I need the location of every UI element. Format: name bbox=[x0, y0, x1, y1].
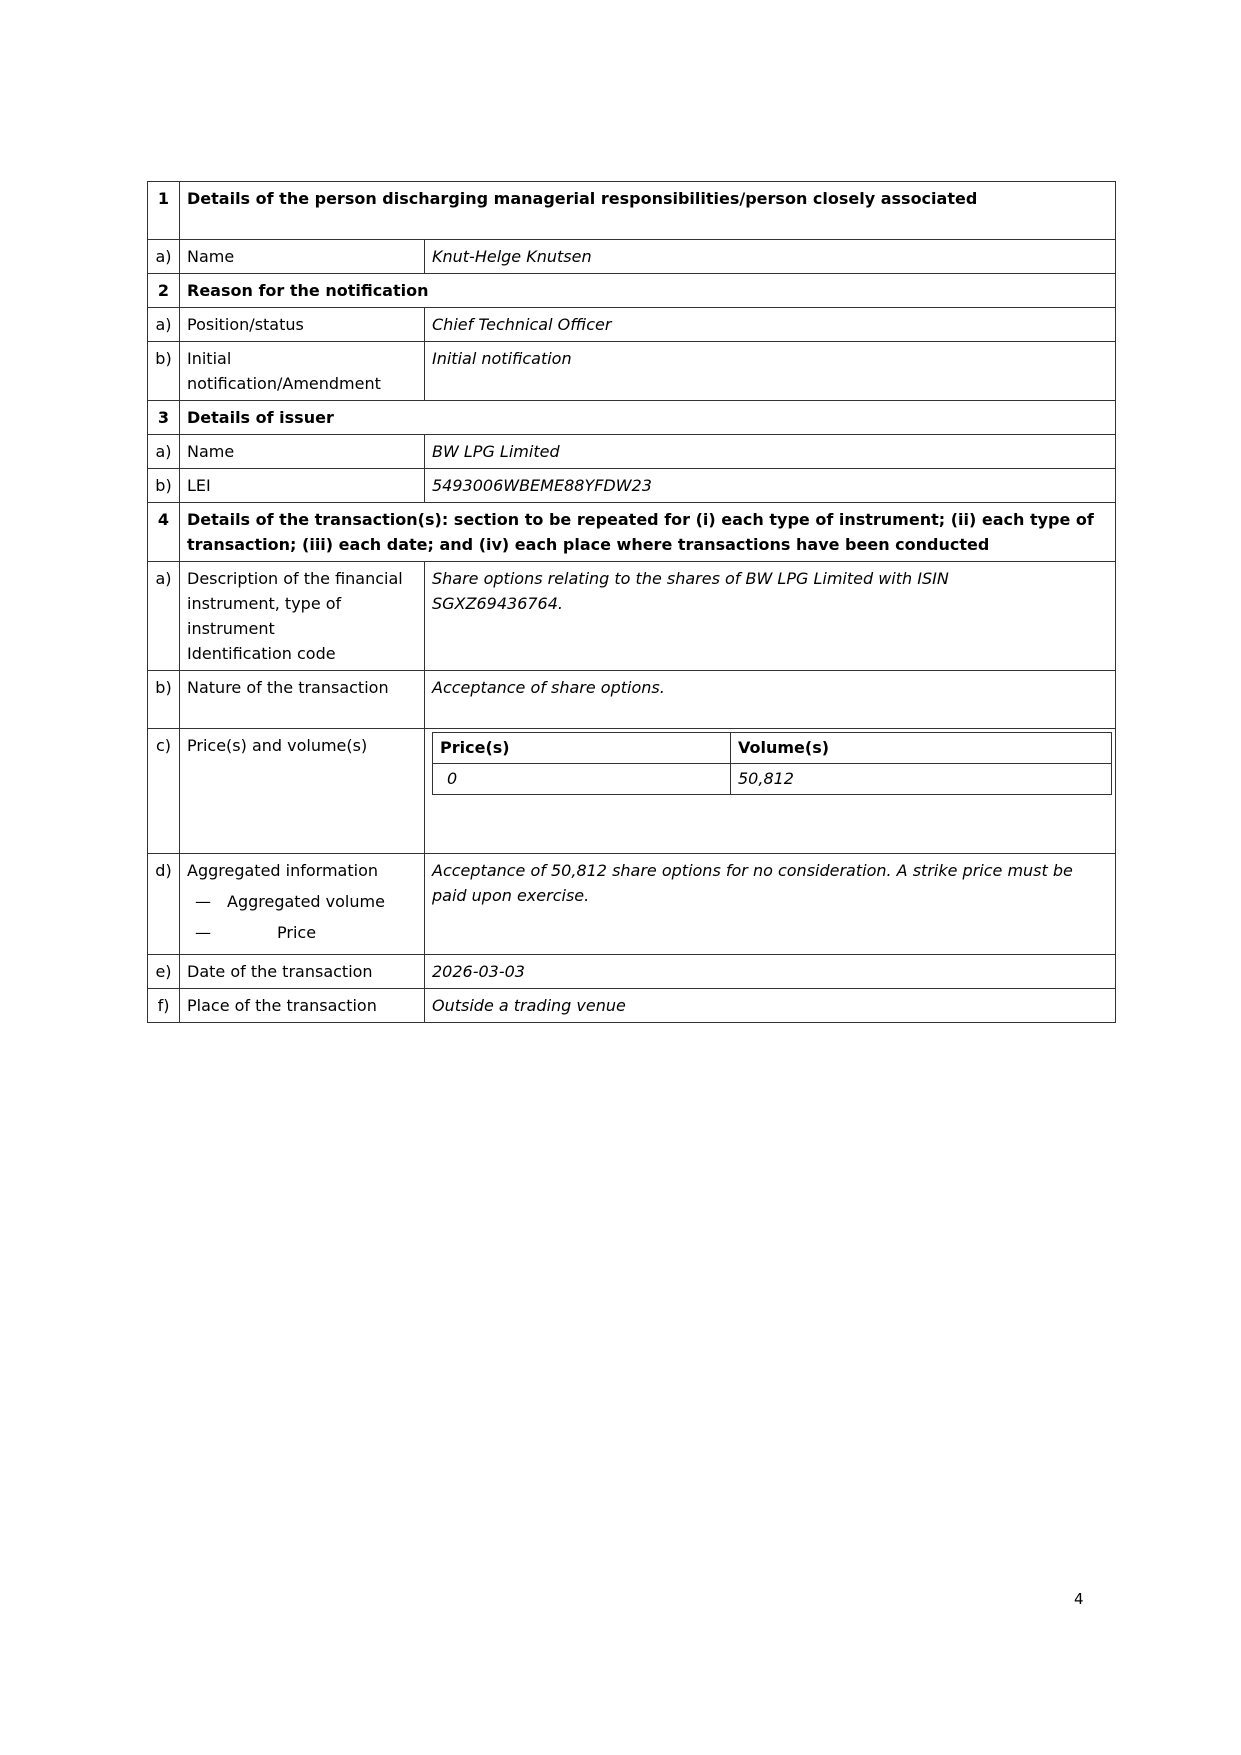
table-row bbox=[148, 469, 1116, 503]
row-label: Date of the transaction bbox=[180, 955, 425, 989]
table-row bbox=[148, 854, 1116, 955]
row-letter: c) bbox=[148, 729, 180, 854]
price-volume-cell bbox=[425, 729, 1116, 854]
row-value: Outside a trading venue bbox=[425, 989, 1116, 1023]
price-header: Price(s) bbox=[433, 733, 731, 764]
row-value: BW LPG Limited bbox=[425, 435, 1116, 469]
dash: — bbox=[195, 923, 211, 942]
row-letter: a) bbox=[148, 308, 180, 342]
row-label-line: Initial bbox=[187, 349, 232, 368]
row-label-line: instrument, type of bbox=[187, 594, 342, 613]
row-value bbox=[425, 562, 1116, 671]
row-label-line: Identification code bbox=[187, 644, 336, 663]
transaction-date: 2026-03-03 bbox=[425, 955, 1116, 989]
row-value-line: Share options relating to the shares of BW LPG Limited with ISIN bbox=[432, 569, 949, 588]
aggregated-price-item bbox=[187, 920, 417, 945]
section-header-row bbox=[148, 401, 1116, 435]
price-volume-table bbox=[432, 732, 1112, 795]
row-letter: b) bbox=[148, 469, 180, 503]
table-row bbox=[148, 729, 1116, 854]
section-title: Reason for the notification bbox=[180, 274, 1116, 308]
table-row bbox=[148, 342, 1116, 401]
row-letter: d) bbox=[148, 854, 180, 955]
row-value: Acceptance of share options. bbox=[425, 671, 1116, 729]
section-title: Details of issuer bbox=[180, 401, 1116, 435]
section-number: 4 bbox=[148, 503, 180, 562]
section-header-row bbox=[148, 274, 1116, 308]
price-value: 0 bbox=[433, 764, 731, 795]
volume-value: 50,812 bbox=[731, 764, 1112, 795]
section-title: Details of the transaction(s): section to be repeated for (i) each type of instrument; (ii) each type of transaction; (iii) each date; and (iv) each place where transactions have been conducted bbox=[180, 503, 1116, 562]
table-row bbox=[148, 435, 1116, 469]
row-value: Initial notification bbox=[425, 342, 1116, 401]
row-label bbox=[180, 562, 425, 671]
row-value: Acceptance of 50,812 share options for no consideration. A strike price must be paid upon exercise. bbox=[425, 854, 1116, 955]
section-title: Details of the person discharging managerial responsibilities/person closely associated bbox=[180, 182, 1116, 240]
row-label: Name bbox=[180, 240, 425, 274]
row-letter: e) bbox=[148, 955, 180, 989]
section-header-row bbox=[148, 182, 1116, 240]
section-header-row bbox=[148, 503, 1116, 562]
section-number: 1 bbox=[148, 182, 180, 240]
row-label: Position/status bbox=[180, 308, 425, 342]
section-number: 2 bbox=[148, 274, 180, 308]
row-label: Price(s) and volume(s) bbox=[180, 729, 425, 854]
page-number: 4 bbox=[1074, 1590, 1084, 1608]
section-number: 3 bbox=[148, 401, 180, 435]
aggregated-volume-item bbox=[187, 889, 417, 914]
table-row bbox=[148, 308, 1116, 342]
row-label: Place of the transaction bbox=[180, 989, 425, 1023]
row-label-line: Aggregated information bbox=[187, 861, 378, 880]
row-value-line: SGXZ69436764. bbox=[432, 594, 563, 613]
volume-header: Volume(s) bbox=[731, 733, 1112, 764]
aggregated-price-label: Price bbox=[277, 923, 317, 942]
aggregated-volume-label: Aggregated volume bbox=[227, 892, 385, 911]
price-volume-row bbox=[433, 764, 1112, 795]
dash: — bbox=[195, 892, 211, 911]
price-volume-header-row bbox=[433, 733, 1112, 764]
row-value: Chief Technical Officer bbox=[425, 308, 1116, 342]
row-letter: b) bbox=[148, 342, 180, 401]
row-label: LEI bbox=[180, 469, 425, 503]
row-letter: f) bbox=[148, 989, 180, 1023]
row-letter: a) bbox=[148, 435, 180, 469]
row-label bbox=[180, 342, 425, 401]
lei-value: 5493006WBEME88YFDW23 bbox=[425, 469, 1116, 503]
row-letter: a) bbox=[148, 240, 180, 274]
table-row bbox=[148, 989, 1116, 1023]
table-row bbox=[148, 955, 1116, 989]
row-label-line: Description of the financial bbox=[187, 569, 403, 588]
row-letter: b) bbox=[148, 671, 180, 729]
row-value: Knut-Helge Knutsen bbox=[425, 240, 1116, 274]
notification-table bbox=[147, 181, 1116, 1023]
row-label-line: instrument bbox=[187, 619, 275, 638]
table-row bbox=[148, 562, 1116, 671]
row-label bbox=[180, 854, 425, 955]
row-letter: a) bbox=[148, 562, 180, 671]
row-label: Name bbox=[180, 435, 425, 469]
row-label: Nature of the transaction bbox=[180, 671, 425, 729]
table-row bbox=[148, 671, 1116, 729]
table-row bbox=[148, 240, 1116, 274]
row-label-line: notification/Amendment bbox=[187, 374, 381, 393]
